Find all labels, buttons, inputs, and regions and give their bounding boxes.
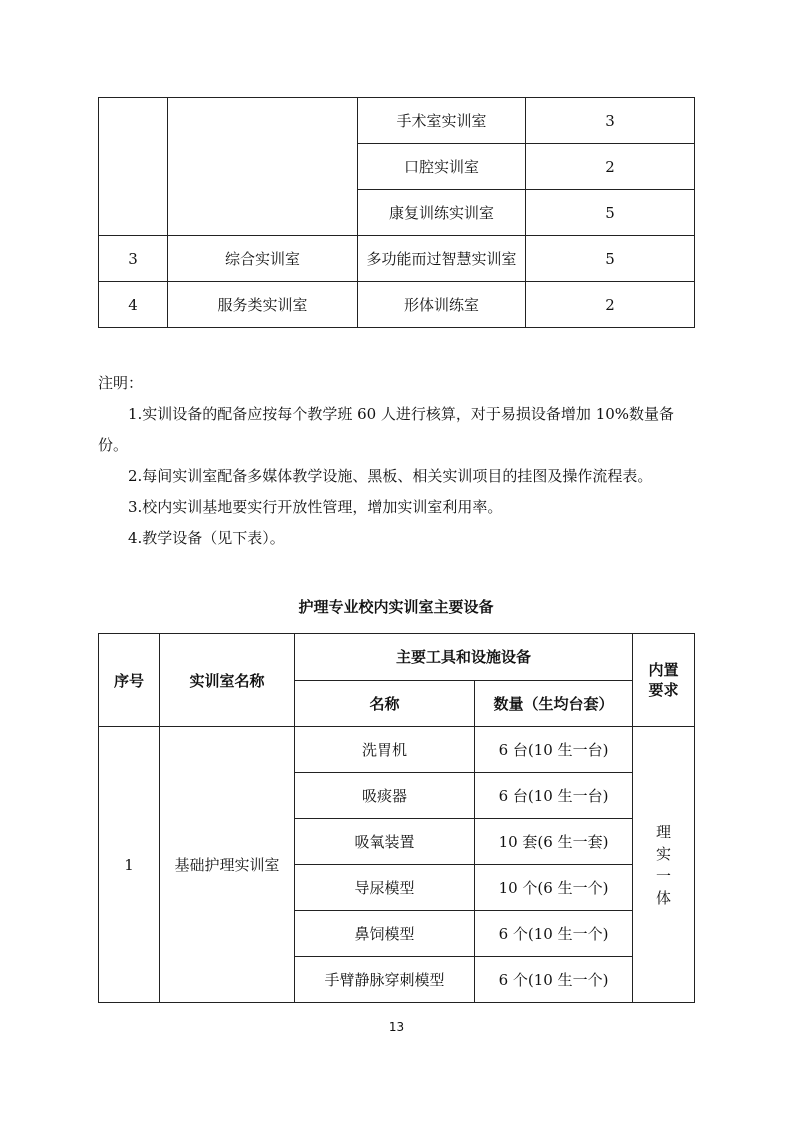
notes-heading: 注明： xyxy=(98,374,144,392)
table-cell-qty: 6 个(10 生一个) xyxy=(475,957,633,1003)
table-cell-category xyxy=(168,98,358,236)
table-cell-name: 多功能而过智慧实训室 xyxy=(358,236,526,282)
table-cell-name: 洗胃机 xyxy=(295,727,475,773)
table-cell-name: 吸痰器 xyxy=(295,773,475,819)
table-cell-name: 手术室实训室 xyxy=(358,98,526,144)
table-row xyxy=(99,282,695,328)
note-item: 3.校内实训基地要实行开放性管理，增加实训室利用率。 xyxy=(128,498,503,516)
table-row xyxy=(99,236,695,282)
table-cell-qty: 3 xyxy=(526,98,695,144)
header-requirement xyxy=(633,634,695,727)
header-room: 实训室名称 xyxy=(160,634,295,727)
table-cell-name: 形体训练室 xyxy=(358,282,526,328)
lab-room-table-continued xyxy=(98,97,695,328)
note-item: 2.每间实训室配备多媒体教学设施、黑板、相关实训项目的挂图及操作流程表。 xyxy=(128,467,653,485)
table-cell-requirement xyxy=(633,727,695,1003)
header-name: 名称 xyxy=(295,680,475,727)
table-cell-name: 口腔实训室 xyxy=(358,144,526,190)
table-cell-no: 4 xyxy=(99,282,168,328)
table-cell-qty: 2 xyxy=(526,282,695,328)
equipment-table-title: 护理专业校内实训室主要设备 xyxy=(298,598,494,616)
table-cell-qty: 6 台(10 生一台) xyxy=(475,773,633,819)
table-row xyxy=(99,727,695,773)
header-requirement-text: 内置要求 xyxy=(648,661,679,699)
table-cell-name: 康复训练实训室 xyxy=(358,190,526,236)
table-cell-name: 吸氧装置 xyxy=(295,819,475,865)
note-item: 4.教学设备（见下表）。 xyxy=(128,529,285,547)
table-cell-name: 导尿模型 xyxy=(295,865,475,911)
requirement-text: 理实一体 xyxy=(656,822,672,907)
table-cell-qty: 10 个(6 生一个) xyxy=(475,865,633,911)
notes-section xyxy=(98,368,698,554)
table-cell-category: 服务类实训室 xyxy=(168,282,358,328)
table-header-row xyxy=(99,634,695,681)
table-cell-no: 3 xyxy=(99,236,168,282)
table-cell-no xyxy=(99,98,168,236)
table-cell-name: 手臂静脉穿刺模型 xyxy=(295,957,475,1003)
table-cell-qty: 5 xyxy=(526,190,695,236)
table-row xyxy=(99,98,695,144)
table-cell-qty: 5 xyxy=(526,236,695,282)
table-cell-name: 鼻饲模型 xyxy=(295,911,475,957)
table-cell-qty: 6 个(10 生一个) xyxy=(475,911,633,957)
header-tools: 主要工具和设施设备 xyxy=(295,634,633,681)
note-item: 1.实训设备的配备应按每个教学班 60 人进行核算，对于易损设备增加 10%数量备份。 xyxy=(98,405,675,454)
table-cell-room: 基础护理实训室 xyxy=(160,727,295,1003)
table-cell-qty: 2 xyxy=(526,144,695,190)
page-number: 13 xyxy=(388,1020,405,1034)
table-cell-qty: 6 台(10 生一台) xyxy=(475,727,633,773)
table-cell-qty: 10 套(6 生一套) xyxy=(475,819,633,865)
header-no: 序号 xyxy=(99,634,160,727)
table-cell-no: 1 xyxy=(99,727,160,1003)
equipment-table xyxy=(98,633,695,1003)
header-qty: 数量（生均台套） xyxy=(475,680,633,727)
table-cell-category: 综合实训室 xyxy=(168,236,358,282)
